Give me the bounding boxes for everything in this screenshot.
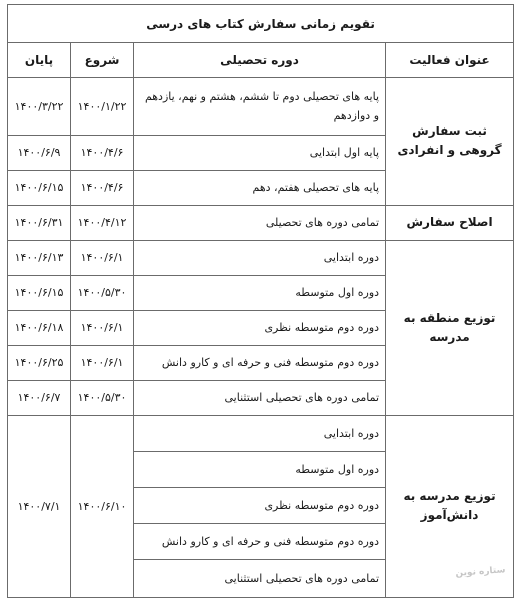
table-title: تقویم زمانی سفارش کتاب های درسی bbox=[8, 5, 514, 43]
start-date-cell: ۱۴۰۰/۴/۶ bbox=[71, 170, 134, 205]
start-date-cell: ۱۴۰۰/۴/۱۲ bbox=[71, 205, 134, 240]
course-cell: پایه اول ابتدایی bbox=[134, 135, 386, 170]
start-date-cell: ۱۴۰۰/۵/۳۰ bbox=[71, 275, 134, 310]
end-date-cell: ۱۴۰۰/۳/۲۲ bbox=[8, 78, 71, 136]
header-start: شروع bbox=[71, 43, 134, 78]
table-row bbox=[8, 240, 514, 275]
course-cell: دوره اول متوسطه bbox=[134, 451, 386, 487]
header-activity: عنوان فعالیت bbox=[386, 43, 514, 78]
table-row bbox=[8, 78, 514, 136]
end-date-cell: ۱۴۰۰/۶/۲۵ bbox=[8, 345, 71, 380]
activity-cell: ثبت سفارش گروهی و انفرادی bbox=[386, 78, 514, 206]
end-date-cell: ۱۴۰۰/۶/۱۸ bbox=[8, 310, 71, 345]
end-date-cell: ۱۴۰۰/۶/۷ bbox=[8, 380, 71, 415]
start-date-cell: ۱۴۰۰/۵/۳۰ bbox=[71, 380, 134, 415]
header-end: پایان bbox=[8, 43, 71, 78]
start-date-cell: ۱۴۰۰/۶/۱ bbox=[71, 240, 134, 275]
watermark-logo: ستاره نوین bbox=[455, 565, 506, 579]
course-cell: پایه های تحصیلی هفتم، دهم bbox=[134, 170, 386, 205]
title-row bbox=[8, 5, 514, 43]
start-date-cell: ۱۴۰۰/۱/۲۲ bbox=[71, 78, 134, 136]
schedule-table bbox=[7, 4, 514, 598]
end-date-cell: ۱۴۰۰/۶/۹ bbox=[8, 135, 71, 170]
course-cell: دوره دوم متوسطه فنی و حرفه ای و کارو دانش bbox=[134, 345, 386, 380]
header-course: دوره تحصیلی bbox=[134, 43, 386, 78]
end-date-cell: ۱۴۰۰/۶/۱۳ bbox=[8, 240, 71, 275]
course-cell: تمامی دوره های تحصیلی استثنایی bbox=[134, 559, 386, 597]
course-cell: دوره دوم متوسطه فنی و حرفه ای و کارو دانش bbox=[134, 523, 386, 559]
start-date-cell: ۱۴۰۰/۶/۱۰ bbox=[71, 415, 134, 597]
course-cell: تمامی دوره های تحصیلی استثنایی bbox=[134, 380, 386, 415]
start-date-cell: ۱۴۰۰/۴/۶ bbox=[71, 135, 134, 170]
activity-cell: توزیع مدرسه به دانش‌آموز bbox=[386, 415, 514, 597]
course-cell: دوره دوم متوسطه نظری bbox=[134, 487, 386, 523]
course-cell: دوره دوم متوسطه نظری bbox=[134, 310, 386, 345]
activity-cell: اصلاح سفارش bbox=[386, 205, 514, 240]
start-date-cell: ۱۴۰۰/۶/۱ bbox=[71, 310, 134, 345]
end-date-cell: ۱۴۰۰/۷/۱ bbox=[8, 415, 71, 597]
course-cell: دوره ابتدایی bbox=[134, 240, 386, 275]
end-date-cell: ۱۴۰۰/۶/۱۵ bbox=[8, 275, 71, 310]
course-cell: دوره اول متوسطه bbox=[134, 275, 386, 310]
start-date-cell: ۱۴۰۰/۶/۱ bbox=[71, 345, 134, 380]
activity-cell: توزیع منطقه به مدرسه bbox=[386, 240, 514, 415]
course-cell: پایه های تحصیلی دوم تا ششم، هشتم و نهم، یازدهم و دوازدهم bbox=[134, 78, 386, 136]
end-date-cell: ۱۴۰۰/۶/۳۱ bbox=[8, 205, 71, 240]
course-cell: تمامی دوره های تحصیلی bbox=[134, 205, 386, 240]
table-row bbox=[8, 205, 514, 240]
header-row bbox=[8, 43, 514, 78]
table-row bbox=[8, 415, 514, 451]
end-date-cell: ۱۴۰۰/۶/۱۵ bbox=[8, 170, 71, 205]
course-cell: دوره ابتدایی bbox=[134, 415, 386, 451]
